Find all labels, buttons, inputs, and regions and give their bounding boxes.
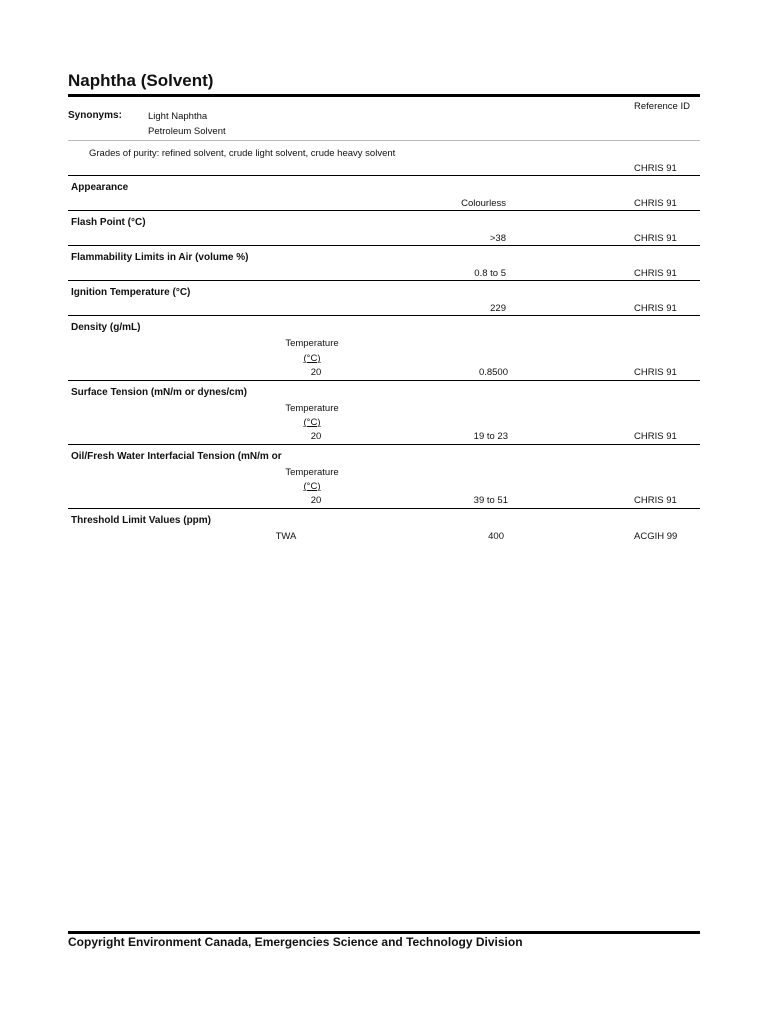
ignition-label: Ignition Temperature (°C) — [71, 287, 191, 298]
density-label: Density (g/mL) — [71, 322, 141, 333]
density-value: 0.8500 — [478, 367, 508, 378]
flammability-value: 0.8 to 5 — [474, 268, 506, 279]
flammability-label: Flammability Limits in Air (volume %) — [71, 252, 249, 263]
flash-point-label: Flash Point (°C) — [71, 217, 146, 228]
density-temp-unit: (°C) — [303, 353, 321, 364]
surface-tension-value: 19 to 23 — [473, 431, 508, 442]
surface-tension-temp-unit: (°C) — [303, 417, 321, 428]
flash-point-value: >38 — [489, 233, 506, 244]
flammability-ref: CHRIS 91 — [634, 268, 677, 279]
divider — [68, 508, 700, 509]
footer-copyright: Copyright Environment Canada, Emergencies Science and Technology Division — [68, 935, 523, 949]
divider — [68, 210, 700, 211]
flash-point-ref: CHRIS 91 — [634, 233, 677, 244]
density-ref: CHRIS 91 — [634, 367, 677, 378]
synonyms-label: Synonyms: — [68, 110, 122, 121]
appearance-label: Appearance — [71, 182, 129, 193]
title-rule — [68, 94, 700, 97]
interfacial-tension-temp-unit: (°C) — [303, 481, 321, 492]
divider — [68, 245, 700, 246]
divider — [68, 140, 700, 141]
interfacial-tension-temp-header: Temperature — [285, 467, 339, 478]
interfacial-tension-ref: CHRIS 91 — [634, 495, 677, 506]
tlv-twa-label: TWA — [275, 531, 297, 542]
footer-rule — [68, 931, 700, 934]
appearance-value: Colourless — [461, 198, 506, 209]
appearance-ref: CHRIS 91 — [634, 198, 677, 209]
surface-tension-label: Surface Tension (mN/m or dynes/cm) — [71, 387, 247, 398]
tlv-value: 400 — [488, 531, 504, 542]
density-temp-header: Temperature — [285, 338, 339, 349]
surface-tension-temp-header: Temperature — [285, 403, 339, 414]
surface-tension-temp: 20 — [310, 431, 322, 442]
reference-id-header: Reference ID — [634, 101, 690, 112]
divider — [68, 315, 700, 316]
divider — [68, 280, 700, 281]
tlv-ref: ACGIH 99 — [634, 531, 678, 542]
divider — [68, 444, 700, 445]
grades-ref: CHRIS 91 — [634, 163, 677, 174]
interfacial-tension-temp: 20 — [310, 495, 322, 506]
ignition-ref: CHRIS 91 — [634, 303, 677, 314]
divider — [68, 175, 700, 176]
surface-tension-ref: CHRIS 91 — [634, 431, 677, 442]
page-title: Naphtha (Solvent) — [68, 71, 214, 90]
tlv-label: Threshold Limit Values (ppm) — [71, 515, 212, 526]
interfacial-tension-label: Oil/Fresh Water Interfacial Tension (mN/m or — [71, 451, 282, 462]
interfacial-tension-value: 39 to 51 — [473, 495, 508, 506]
synonym-item: Light Naphtha — [148, 111, 208, 122]
ignition-value: 229 — [490, 303, 506, 314]
grades-note: Grades of purity: refined solvent, crude light solvent, crude heavy solvent — [89, 148, 396, 159]
divider — [68, 380, 700, 381]
synonym-item: Petroleum Solvent — [148, 126, 226, 137]
density-temp: 20 — [310, 367, 322, 378]
